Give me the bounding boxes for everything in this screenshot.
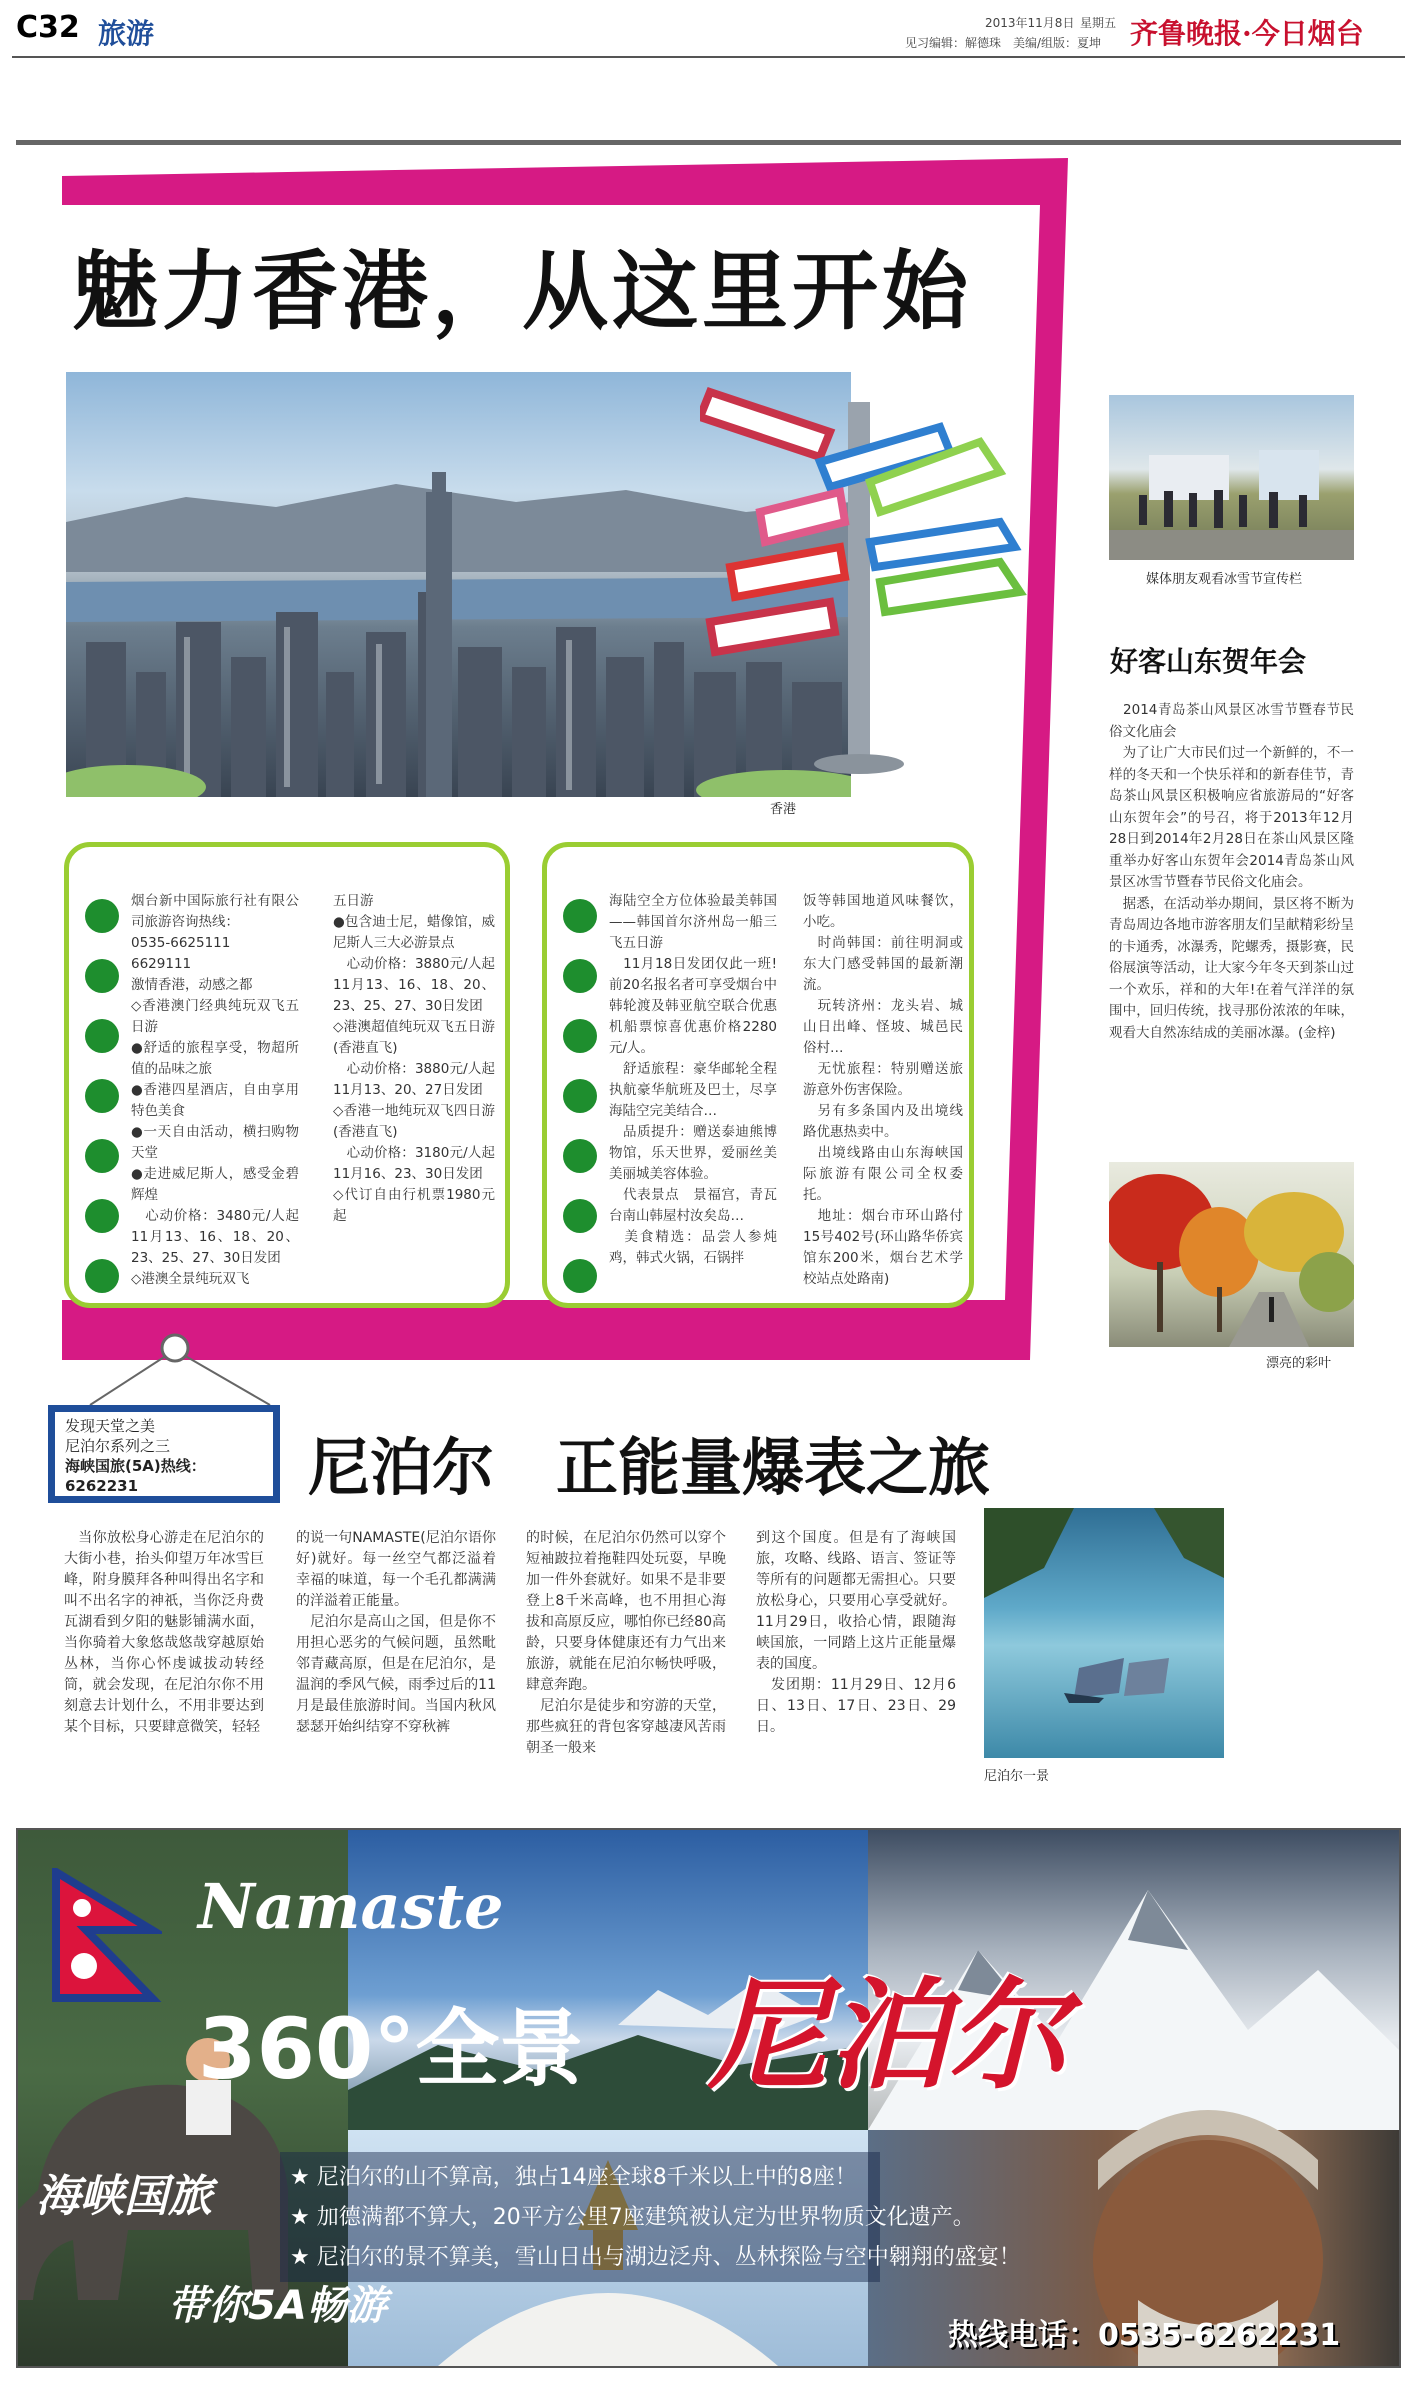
autumn-leaves-caption: 漂亮的彩叶 <box>1266 1356 1332 1371</box>
autumn-leaves-photo <box>1109 1162 1354 1347</box>
nepal-text-col3: 的时候，在尼泊尔仍然可以穿个短袖跛拉着拖鞋四处玩耍，早晚加一件外套就好。如果不是非要登上8千米高峰，也不用担心海拔和高原反应，哪怕你已经80高龄，只要身体健康还有力气出来旅游，就能在尼泊尔畅快呼吸，肆意奔跑。 尼泊尔是徒步和穷游的天堂，那些疯狂的背包客穿越凄风苦雨朝圣一般来 <box>526 1530 726 1756</box>
hk-ad-box-left <box>64 842 510 1308</box>
section-label: 旅游 <box>98 17 155 50</box>
badge-line-2: 尼泊尔系列之三 <box>65 1437 171 1455</box>
badge-line-1: 发现天堂之美 <box>65 1417 156 1435</box>
nepal-lake-photo <box>984 1508 1224 1758</box>
hk-ad-box-right <box>542 842 974 1308</box>
ad-bullet-2: ★ 加德满都不算大，20平方公里7座建筑被认定为世界物质文化遗产。 <box>290 2205 975 2230</box>
nepal-text-col2: 的说一句NAMASTE(尼泊尔语你好)就好。每一丝空气都泛溢着幸福的味道，每一个毛孔都满满的洋溢着正能量。 尼泊尔是高山之国，但是你不用担心恶劣的气候问题，虽然毗邻青藏高原，但是在尼泊尔，是温润的季风气候，雨季过后的11月是最佳旅游时间。当国内秋风瑟瑟开始纠结穿不穿秋裤 <box>296 1530 496 1735</box>
ad-bullet-3: ★ 尼泊尔的景不算美，雪山日出与湖边泛舟、丛林探险与空中翱翔的盛宴！ <box>290 2245 1021 2270</box>
bullet-dot <box>85 959 119 993</box>
hk-headline: 魅力香港，从这里开始 <box>72 242 972 342</box>
bullet-dot <box>563 1019 597 1053</box>
nepal-series-badge <box>48 1405 280 1503</box>
issue-date: 2013年11月8日 <box>985 16 1075 30</box>
badge-line-3: 海峡国旅(5A)热线： <box>65 1457 206 1475</box>
bullet-dot <box>563 959 597 993</box>
issue-weekday: 星期五 <box>1080 16 1117 30</box>
shandong-body: 2014青岛茶山风景区冰雪节暨春节民俗文化庙会 为了让广大市民们过一个新鲜的，不一样的冬天和一个快乐祥和的新春佳节，青岛茶山风景区积极响应省旅游局的“好客山东贺年会”的号召，将于2013年12月28日到2014年2月28日在茶山风景区隆重举办好客山东贺年会2014青岛茶山风景区冰雪节暨春节民俗文化庙会。 据悉，在活动举办期间，景区将不断为青岛周边各地市游客朋友们呈献精彩纷呈的卡通秀，冰瀑秀，陀螺秀，摄影赛，民俗展演等活动，让大家今年冬天到茶山过一个欢乐，祥和的大年!在着气洋洋的氛围中，回归传统，找寻那份浓浓的年味，观看大自然冻结成的美丽冰瀑。(金梓) <box>1109 702 1354 1041</box>
ad-bullet-1: ★ 尼泊尔的山不算高，独占14座全球8千米以上中的8座！ <box>290 2165 857 2190</box>
bullet-dot <box>563 1259 597 1293</box>
ad-agency-name: 海峡国旅 <box>36 2171 212 2222</box>
nepal-text-col4: 到这个国度。但是有了海峡国旅，攻略、线路、语言、签证等等所有的问题都无需担心。只要放松身心，只要用心享受就好。11月29日，收拾心情，跟随海峡国旅，一同踏上这片正能量爆表的国度。 发团期：11月29日、12月6日、13日、17日、23日、29日。 <box>756 1530 956 1735</box>
signpost-illustration <box>700 372 1030 782</box>
bullet-dot <box>563 1079 597 1113</box>
bullet-dot <box>85 1079 119 1113</box>
bullet-dot <box>85 1259 119 1293</box>
bullet-dot <box>563 1199 597 1233</box>
badge-hanger <box>80 1330 280 1410</box>
nepal-text-col1: 当你放松身心游走在尼泊尔的大街小巷，抬头仰望万年冰雪巨峰，附身膜拜各种叫得出名字和叫不出名字的神祇，当你泛舟费瓦湖看到夕阳的魅影铺满水面，当你骑着大象悠哉悠哉穿越原始丛林，当你心怀虔诚拔动转经筒，就会发现，在尼泊尔你不用刻意去计划什么，不用非要达到某个目标，只要肆意微笑，轻轻 <box>64 1530 264 1735</box>
hk-text-col3: 海陆空全方位体验最美韩国——韩国首尔济州岛一船三飞五日游 11月18日发团仅此一班!前20名报名者可享受烟台中韩轮渡及韩亚航空联合优惠机船票惊喜优惠价格2280元/人。 舒适旅程：豪华邮轮全程执航豪华航班及巴士，尽享海陆空完美结合… 品质提升：赠送泰迪熊博物馆，乐天世界，爱丽丝美美丽城美容体验。 代表景点 景福宫，青瓦台南山韩屋村汝矣岛… 美食精选：品尝人参炖鸡，韩式火锅，石锅拌 <box>609 893 777 1266</box>
bullet-dot <box>563 1139 597 1173</box>
hk-text-col1: 烟台新中国际旅行社有限公司旅游咨询热线： 0535-6625111 6629111 激情香港，动感之都 ◇香港澳门经典纯玩双飞五日游 ●舒适的旅程享受，物超所值的品味之旅 ●香港四星酒店，自由享用特色美食 ●一天自由活动，横扫购物天堂 ●走进威尼斯人，感受金碧辉煌 心动价格：3480元/人起 11月13、16、18、20、23、25、27、30日发团 ◇港澳全景纯玩双飞 <box>131 893 299 1287</box>
snow-festival-photo <box>1109 395 1354 560</box>
hk-text-col2: 五日游 ●包含迪士尼，蜡像馆，威尼斯人三大必游景点 心动价格：3880元/人起 11月13、16、18、20、23、25、27、30日发团 ◇港澳超值纯玩双飞五日游(香港直飞) 心动价格：3880元/人起 11月13、20、27日发团 ◇香港一地纯玩双飞四日游(香港直飞) 心动价格：3180元/人起 11月16、23、30日发团 ◇代订自由行机票1980元起 <box>333 893 495 1224</box>
bullet-dot <box>85 899 119 933</box>
newspaper-logo: 齐鲁晚报·今日烟台 <box>1130 17 1364 50</box>
ad-hotline: 热线电话：0535-6262231 <box>948 2318 1341 2353</box>
snow-festival-caption: 媒体朋友观看冰雪节宣传栏 <box>1146 572 1303 587</box>
bullet-dot <box>85 1139 119 1173</box>
bullet-dot <box>85 1019 119 1053</box>
hk-text-col4: 饭等韩国地道风味餐饮，小吃。 时尚韩国：前往明洞或东大门感受韩国的最新潮流。 玩转济州：龙头岩、城山日出峰、怪坡、城邑民俗村… 无忧旅程：特别赠送旅游意外伤害保险。 另有多条国内及出境线路优惠热卖中。 出境线路由山东海峡国际旅游有限公司全权委托。 地址：烟台市环山路付15号402号(环山路华侨宾馆东200米，烟台艺术学校站点处路南) <box>803 893 963 1287</box>
bullet-dot <box>563 899 597 933</box>
bullet-dot <box>85 1199 119 1233</box>
hk-photo-caption: 香港 <box>770 802 797 817</box>
badge-line-4: 6262231 <box>65 1477 139 1495</box>
ad-namaste: Namaste <box>198 1870 504 1943</box>
ad-nepal-title: 尼泊尔 <box>708 1967 1068 2106</box>
editors-credit: 见习编辑：解德珠 美编/组版：夏坤 <box>905 36 1102 50</box>
ad-360-title: 360°全景 <box>198 2000 584 2098</box>
nepal-advert-banner <box>16 1828 1401 2368</box>
nepal-flag <box>52 1868 162 2003</box>
nepal-photo-caption: 尼泊尔一景 <box>984 1769 1050 1784</box>
page-code: C32 <box>16 10 80 45</box>
ad-slogan: 带你5A畅游 <box>168 2283 387 2329</box>
nepal-headline: 尼泊尔 正能量爆表之旅 <box>308 1431 991 1504</box>
shandong-title: 好客山东贺年会 <box>1110 645 1307 678</box>
